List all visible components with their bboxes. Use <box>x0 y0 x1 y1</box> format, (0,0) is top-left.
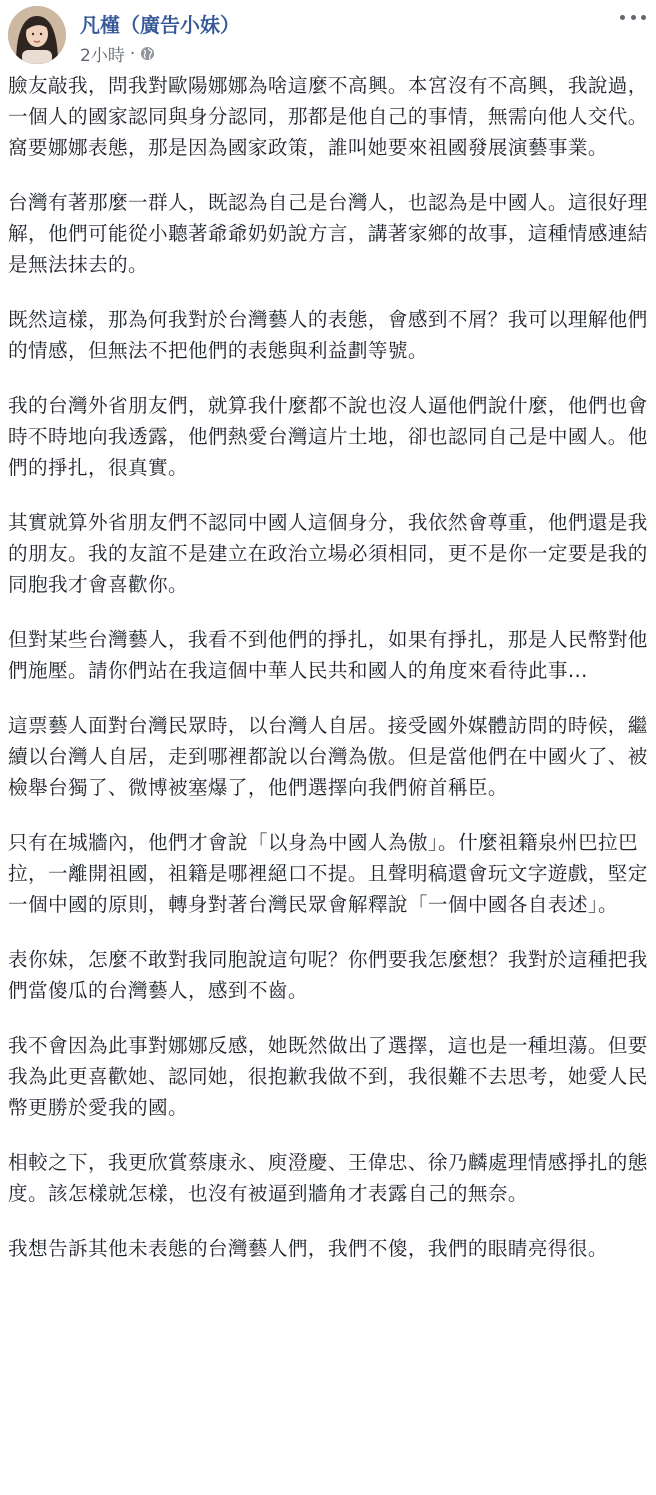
post-paragraph: 我想告訴其他未表態的台灣藝人們，我們不傻，我們的眼睛亮得很。 <box>8 1237 608 1260</box>
post-paragraph: 我不會因為此事對娜娜反感，她既然做出了選擇，這也是一種坦蕩。但要我為此更喜歡她、認同她，很抱歉我做不到，我很難不去思考，她愛人民幣更勝於愛我的國。 <box>8 1034 648 1119</box>
globe-icon[interactable] <box>140 46 155 61</box>
post-time[interactable]: 2小時 <box>80 46 125 66</box>
more-dot <box>641 15 646 20</box>
post-header <box>8 6 648 66</box>
more-horizontal-icon[interactable] <box>620 10 646 24</box>
more-dot <box>620 15 625 20</box>
meta-separator: · <box>129 43 136 64</box>
post-paragraph: 台灣有著那麼一群人，既認為自己是台灣人，也認為是中國人。這很好理解，他們可能從小聽著爺爺奶奶說方言，講著家鄉的故事，這種情感連結是無法抹去的。 <box>8 191 648 276</box>
post-paragraph: 相較之下，我更欣賞蔡康永、庾澄慶、王偉忠、徐乃麟處理情感掙扎的態度。該怎樣就怎樣，也沒有被逼到牆角才表露自己的無奈。 <box>8 1151 648 1205</box>
more-dot <box>631 15 636 20</box>
post-paragraph: 這票藝人面對台灣民眾時，以台灣人自居。接受國外媒體訪問的時候，繼續以台灣人自居，走到哪裡都說以台灣為傲。但是當他們在中國火了、被檢舉台獨了、微博被塞爆了，他們選擇向我們俯首稱臣。 <box>8 714 648 799</box>
post-paragraph: 只有在城牆內，他們才會說「以身為中國人為傲」。什麼祖籍泉州巴拉巴拉，一離開祖國，祖籍是哪裡絕口不提。且聲明稿還會玩文字遊戲，堅定一個中國的原則，轉身對著台灣民眾會解釋說「一個中國各自表述」。 <box>8 831 648 916</box>
post-paragraph: 臉友敲我，問我對歐陽娜娜為啥這麼不高興。本宮沒有不高興，我說過，一個人的國家認同與身分認同，那都是他自己的事情，無需向他人交代。窩要娜娜表態，那是因為國家政策，誰叫她要來祖國發展演藝事業。 <box>8 74 648 159</box>
post-paragraph: 我的台灣外省朋友們，就算我什麼都不說也沒人逼他們說什麼，他們也會時不時地向我透露，他們熱愛台灣這片土地，卻也認同自己是中國人。他們的掙扎，很真實。 <box>8 394 648 479</box>
post-body <box>8 70 648 1288</box>
avatar[interactable] <box>8 6 66 64</box>
post-paragraph: 但對某些台灣藝人，我看不到他們的掙扎，如果有掙扎，那是人民幣對他們施壓。請你們站在我這個中華人民共和國人的角度來看待此事... <box>8 628 648 682</box>
avatar-image <box>8 6 66 64</box>
post-paragraph: 既然這樣，那為何我對於台灣藝人的表態，會感到不屑？我可以理解他們的情感，但無法不把他們的表態與利益劃等號。 <box>8 308 648 362</box>
author-name[interactable]: 凡槿（廣告小妹） <box>80 13 240 37</box>
post-paragraph: 其實就算外省朋友們不認同中國人這個身分，我依然會尊重，他們還是我的朋友。我的友誼不是建立在政治立場必須相同，更不是你一定要是我的同胞我才會喜歡你。 <box>8 511 648 596</box>
post-paragraph: 表你妹，怎麼不敢對我同胞說這句呢？你們要我怎麼想？我對於這種把我們當傻瓜的台灣藝人，感到不齒。 <box>8 948 648 1002</box>
post-meta <box>80 41 155 66</box>
